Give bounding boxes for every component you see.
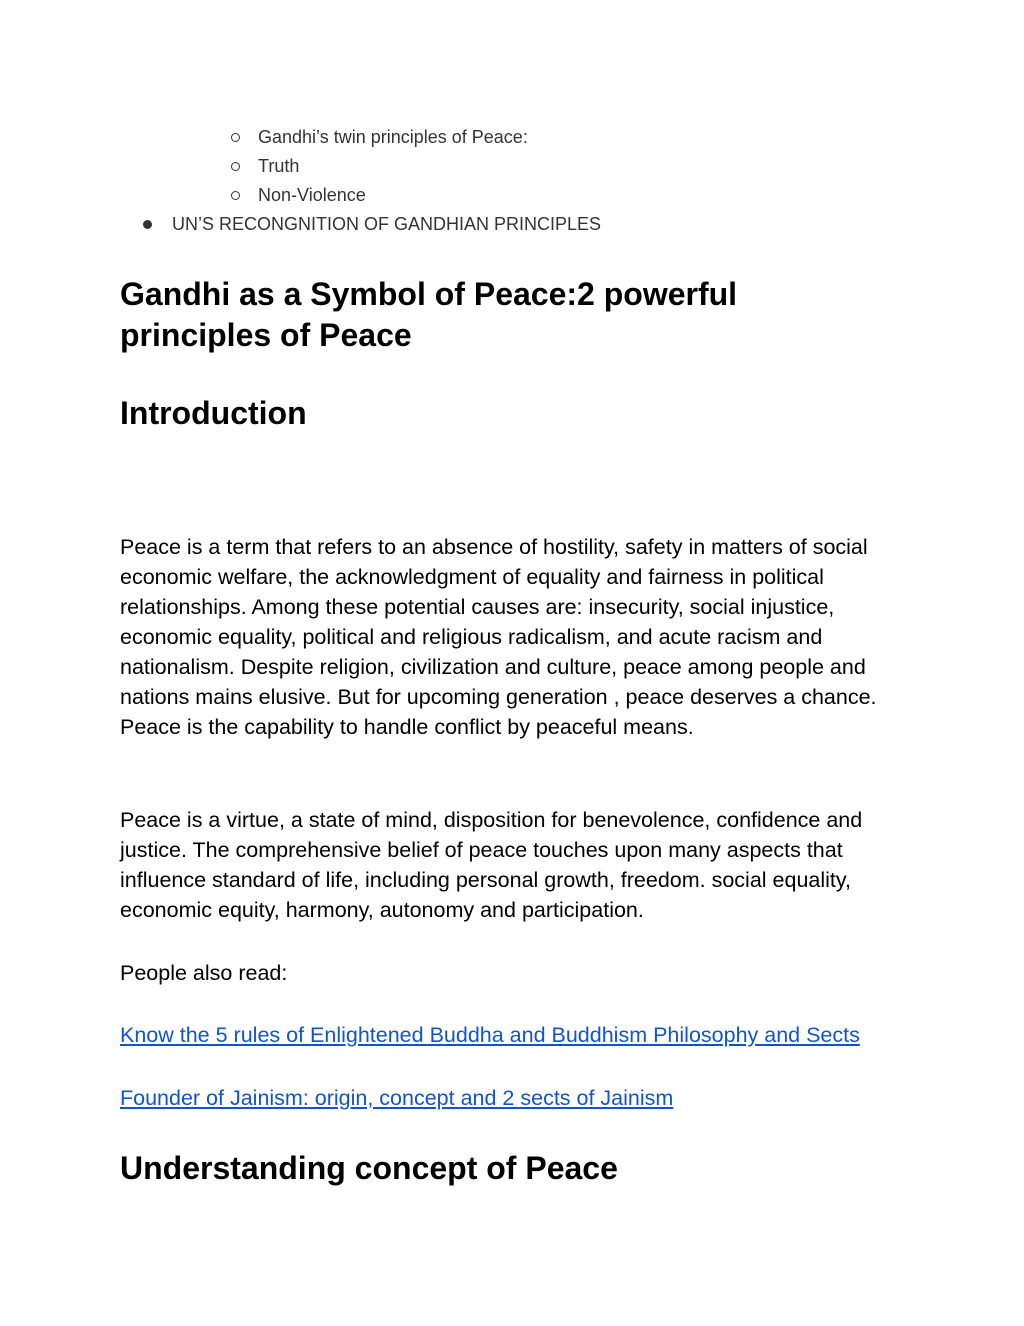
buddha-article-link[interactable]: Know the 5 rules of Enlightened Buddha and Buddhism Philosophy and Sects: [120, 1023, 860, 1047]
list-item-text: Gandhi’s twin principles of Peace:: [258, 127, 528, 147]
list-item-text: Truth: [258, 156, 300, 176]
also-read-label: People also read:: [120, 961, 288, 985]
hollow-bullet-icon: [231, 191, 240, 200]
list-item: [229, 181, 528, 210]
introduction-heading: Introduction: [120, 395, 307, 431]
sub-bullet-list: [229, 123, 528, 210]
virtue-paragraph: Peace is a virtue, a state of mind, disposition for benevolence, confidence and justice. The comprehensive belief of peace touches upon many aspects that influence standard of life, including personal growth, freedom. social equality, economic equity, harmony, autonomy and participation.: [120, 808, 863, 922]
intro-paragraph: Peace is a term that refers to an absence of hostility, safety in matters of social economic welfare, the acknowledgment of equality and fairness in political relationships. Among these potential causes are: insecurity, social injustice, economic equality, political and religious radicalism, and acute racism and nationalism. Despite religion, civilization and culture, peace among people and nations mains elusive. But for upcoming generation , peace deserves a chance. Peace is the capability to handle conflict by peaceful means.: [120, 535, 877, 739]
page-title: Gandhi as a Symbol of Peace:2 powerful principles of Peace: [120, 276, 738, 353]
hollow-bullet-icon: [231, 162, 240, 171]
section-heading: Understanding concept of Peace: [120, 1150, 618, 1186]
list-item: [229, 152, 528, 181]
list-item: [229, 123, 528, 152]
solid-bullet-icon: [143, 220, 152, 229]
list-item: [150, 210, 601, 239]
list-item-text: UN’S RECONGNITION OF GANDHIAN PRINCIPLES: [172, 214, 602, 234]
list-item-text: Non-Violence: [258, 185, 366, 205]
hollow-bullet-icon: [231, 133, 240, 142]
top-bullet-list: [150, 210, 601, 239]
jainism-article-link[interactable]: Founder of Jainism: origin, concept and 2 sects of Jainism: [120, 1086, 674, 1110]
